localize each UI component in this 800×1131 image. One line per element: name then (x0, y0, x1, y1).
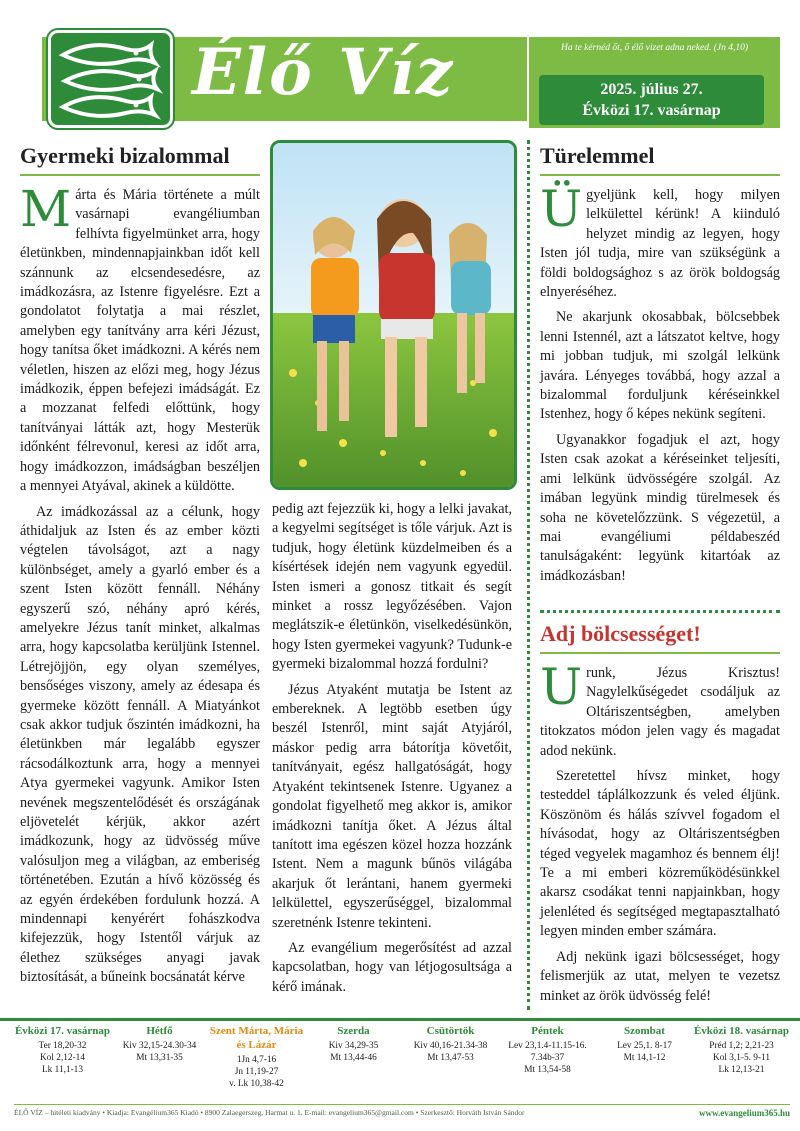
article-paragraph: pedig azt fejezzük ki, hogy a lelki javakat, a kegyelmi segítséget is tőle várjuk. Azt is tudjuk, hogy életünk küzdelmeiben és a kísértések idején nem vagyunk egyedül. Isten ismeri a gonosz titkait és segít minket a rossz legyőzésében. Vajon meglátszik-e életünkön, viselkedésünkön, hogy Isten gyermekei vagyunk? Tudunk-e gyermeki bizalommal hozzá fordulni? (272, 501, 512, 673)
reading-day: Péntek Lev 23,1.4-11.15-16. 7.34b-37 Mt 13,54-58 (508, 1025, 587, 1075)
weekly-readings (14, 1024, 790, 1104)
masthead (42, 30, 780, 128)
issue-sunday: Évközi 17. vasárnap (582, 102, 721, 119)
website-link[interactable]: www.evangelium365.hu (698, 1108, 790, 1118)
masthead-info (529, 37, 780, 128)
reading-day: Szerda Kiv 34,29-35 Mt 13,44-46 (328, 1025, 379, 1063)
drop-cap: Ü (540, 180, 583, 238)
article-paragraph: Jézus Atyaként mutatja be Istent az embereknek. A legtöbb esetben úgy beszél Istenről, mint saját Atyjáról, máskor pedig arra bátorítja követőit, tanítványait, egész hallgatóságát, hogy Atyaként tekintsenek Istenre. Ugyanez a gondolat figyelhető meg akkor is, amikor imádkozni tanítja őket. A Jézus által tanított ima egészen közel hozza hozzánk Istent. Nem a magunk bűnös világába akarjuk őt lerántani, hanem gyermeki lelkülettel, egyszerűséggel, bizalommal szeretnénk Istenre tekinteni. (272, 681, 512, 931)
column-separator (527, 140, 530, 1010)
drop-cap: U (540, 658, 583, 716)
article-paragraph: Adj nekünk igazi bölcsességet, hogy felismerjük az utat, melyen te vezetsz minket az örök üdvösség felé! (540, 948, 780, 1004)
article-paragraph: Ügyeljünk kell, hogy milyen lelkülettel kérünk! A kiinduló helyzet mindig az legyen, hogy Isten jól tudja, mire van szükségünk a földi boldogsághoz s az örök boldogság elnyeréséhez. (540, 180, 780, 301)
drop-cap: M (20, 180, 72, 238)
footer-divider (14, 1104, 790, 1105)
footer-rule (0, 1018, 800, 1021)
article-paragraph: Szeretettel hívsz minket, hogy testeddel táplálkozzunk és veled éljünk. Köszönöm és hálás szívvel fogadom el hívásodat, hogy az Oltáriszentségben téged vegyelek magamhoz és bennem élj! Te a mi emberi közreműködésünkkel akarsz csodákat tenni napjainkban, hogy jelenléted és segítséged megtapasztalható legyen minden ember számára. (540, 768, 780, 940)
publication-title: Élő Víz (192, 35, 455, 110)
section-separator (540, 610, 780, 613)
article-heading: Gyermeki bizalommal (20, 143, 230, 168)
reading-day: Évközi 17. vasárnap Ter 18,20-32 Kol 2,12-14 Lk 11,1-13 (14, 1025, 111, 1075)
article-continuation (272, 500, 512, 1003)
article-paragraph: Ugyanakkor fogadjuk el azt, hogy Isten csak azokat a kéréseinket teljesíti, ami lelkünk üdvösségére szolgál. Az imában legyünk mindig türelmesek és soha ne követelőzzünk. S végezetül, a mai evangéliumi példabeszéd tanulságaként: legyünk kitartóak az imádkozásban! (540, 431, 780, 584)
article-heading: Adj bölcsességet! (540, 621, 701, 646)
heading-rule (20, 174, 260, 176)
heading-rule (540, 174, 780, 176)
imprint-text: ÉLŐ VÍZ – hitéleti kiadvány • Kiadja: Evangélium365 Kiadó • 8900 Zalaegerszeg, Harmat u. 1. E-mail: evangelium365@gmail.com • Szerkesztő: Horváth István Sándor (14, 1108, 525, 1117)
article-paragraph: Ne akarjunk okosabbak, bölcsebbek lenni Istennél, azt a látszatot keltve, hogy mi jobban tudjuk, mi szolgál lelkünk javára. Lényeges továbbá, hogy azzal a bizalommal forduljunk kéréseinkkel Istenhez, hogy ő képes nekünk segíteni. (540, 309, 780, 423)
motto: Ha te kérnéd őt, ő élő vizet adna neked. (Jn 4,10) (560, 43, 749, 53)
reading-day: Szent Márta, Mária és Lázár 1Jn 4,7-16 Jn 11,19-27 v. Lk 10,38-42 (209, 1025, 304, 1089)
issue-date: 2025. július 27. (600, 81, 703, 98)
heading-rule (540, 652, 780, 654)
imprint-bar (14, 1108, 790, 1118)
article-paragraph: Urunk, Jézus Krisztus! Nagylelkűségedet csodáljuk az Oltáriszentségben, amelyben titokzatos módon jelen vagy és magadat adod nekünk. (540, 658, 780, 759)
article-paragraph: Az evangélium megerősítést ad azzal kapcsolatban, hogy van létjogosultsága a kérő imának. (272, 939, 512, 995)
article-paragraph: Márta és Mária története a múlt vasárnapi evangéliumban felhívta figyelmünket arra, hogy életünkben, mindennapjainkban időt kell szánnunk az elcsendesedésre, az imádkozásra, az Istenre figyelésre. Ezt a gondolatot folytatja a mai részlet, amelyben egy tanítvány arra kéri Jézust, hogy tanítsa őket imádkozni. A kérés nem véletlen, hiszen az előzi meg, hogy Jézus imádkozik, éppen befejezi imádságát. Ez a mozzanat felfedi előttünk, hogy tanítványai látták azt, hogy Mesterük időnként félrevonul, keresi az időt arra, hogy imádkozzon, imádságban beszéljen a mennyei Atyával, akinek a küldötte. (20, 180, 260, 495)
issue-date-box (539, 75, 764, 125)
article-paragraph: Az imádkozással az a célunk, hogy áthidaljuk az Isten és az ember közti végtelen távolságot, azt a nagy különbséget, amely a gyarló ember és a szent Isten között fennáll. Néhány egyszerű szó, néhány apró kérés, amelyekre Jézus tanít minket, alkalmas arra, hogy kapcsolatba kerüljünk Istennel. Létrejöjjön, egy olyan személyes, bensőséges viszony, amely az édesapa és gyermeke között fennáll. A Miatyánkot csak akkor tudjuk őszintén imádkozni, ha életünkben már legalább egyszer rácsodálkoztunk arra, hogy a mennyei Atya gyermekei vagyunk. Amikor Isten nevének megszentelődését és országának eljövetelét kérjük, akkor azért imádkozunk, hogy az üdvösség műve valósuljon meg a világban, az emberiség történetében. Ezután a hívő közösség és az egyén érdekében fordulunk hozzá. A mindennapi kenyérért fohászkodva kifejezzük, hogy Istentől várjuk az élethez szükséges anyagi javak biztosítását, a bűneink bocsánatát kérve (20, 503, 260, 986)
reading-day: Hétfő Kiv 32,15-24.30-34 Mt 13,31-35 (122, 1025, 197, 1063)
reading-day: Szombat Lev 25,1. 8-17 Mt 14,1-12 (617, 1025, 672, 1063)
fish-logo-icon (48, 30, 173, 128)
children-running-photo (270, 140, 517, 490)
reading-day: Évközi 18. vasárnap Préd 1,2; 2,21-23 Kol 3,1-5. 9-11 Lk 12,13-21 (693, 1025, 790, 1075)
article-heading: Türelemmel (540, 143, 655, 168)
reading-day: Csütörtök Kiv 40,16-21.34-38 Mt 13,47-53 (413, 1025, 488, 1063)
article-adj-bolcsesseget (540, 620, 780, 1012)
article-turelemmel (540, 142, 780, 592)
article-gyermeki-bizalommal (20, 142, 260, 994)
